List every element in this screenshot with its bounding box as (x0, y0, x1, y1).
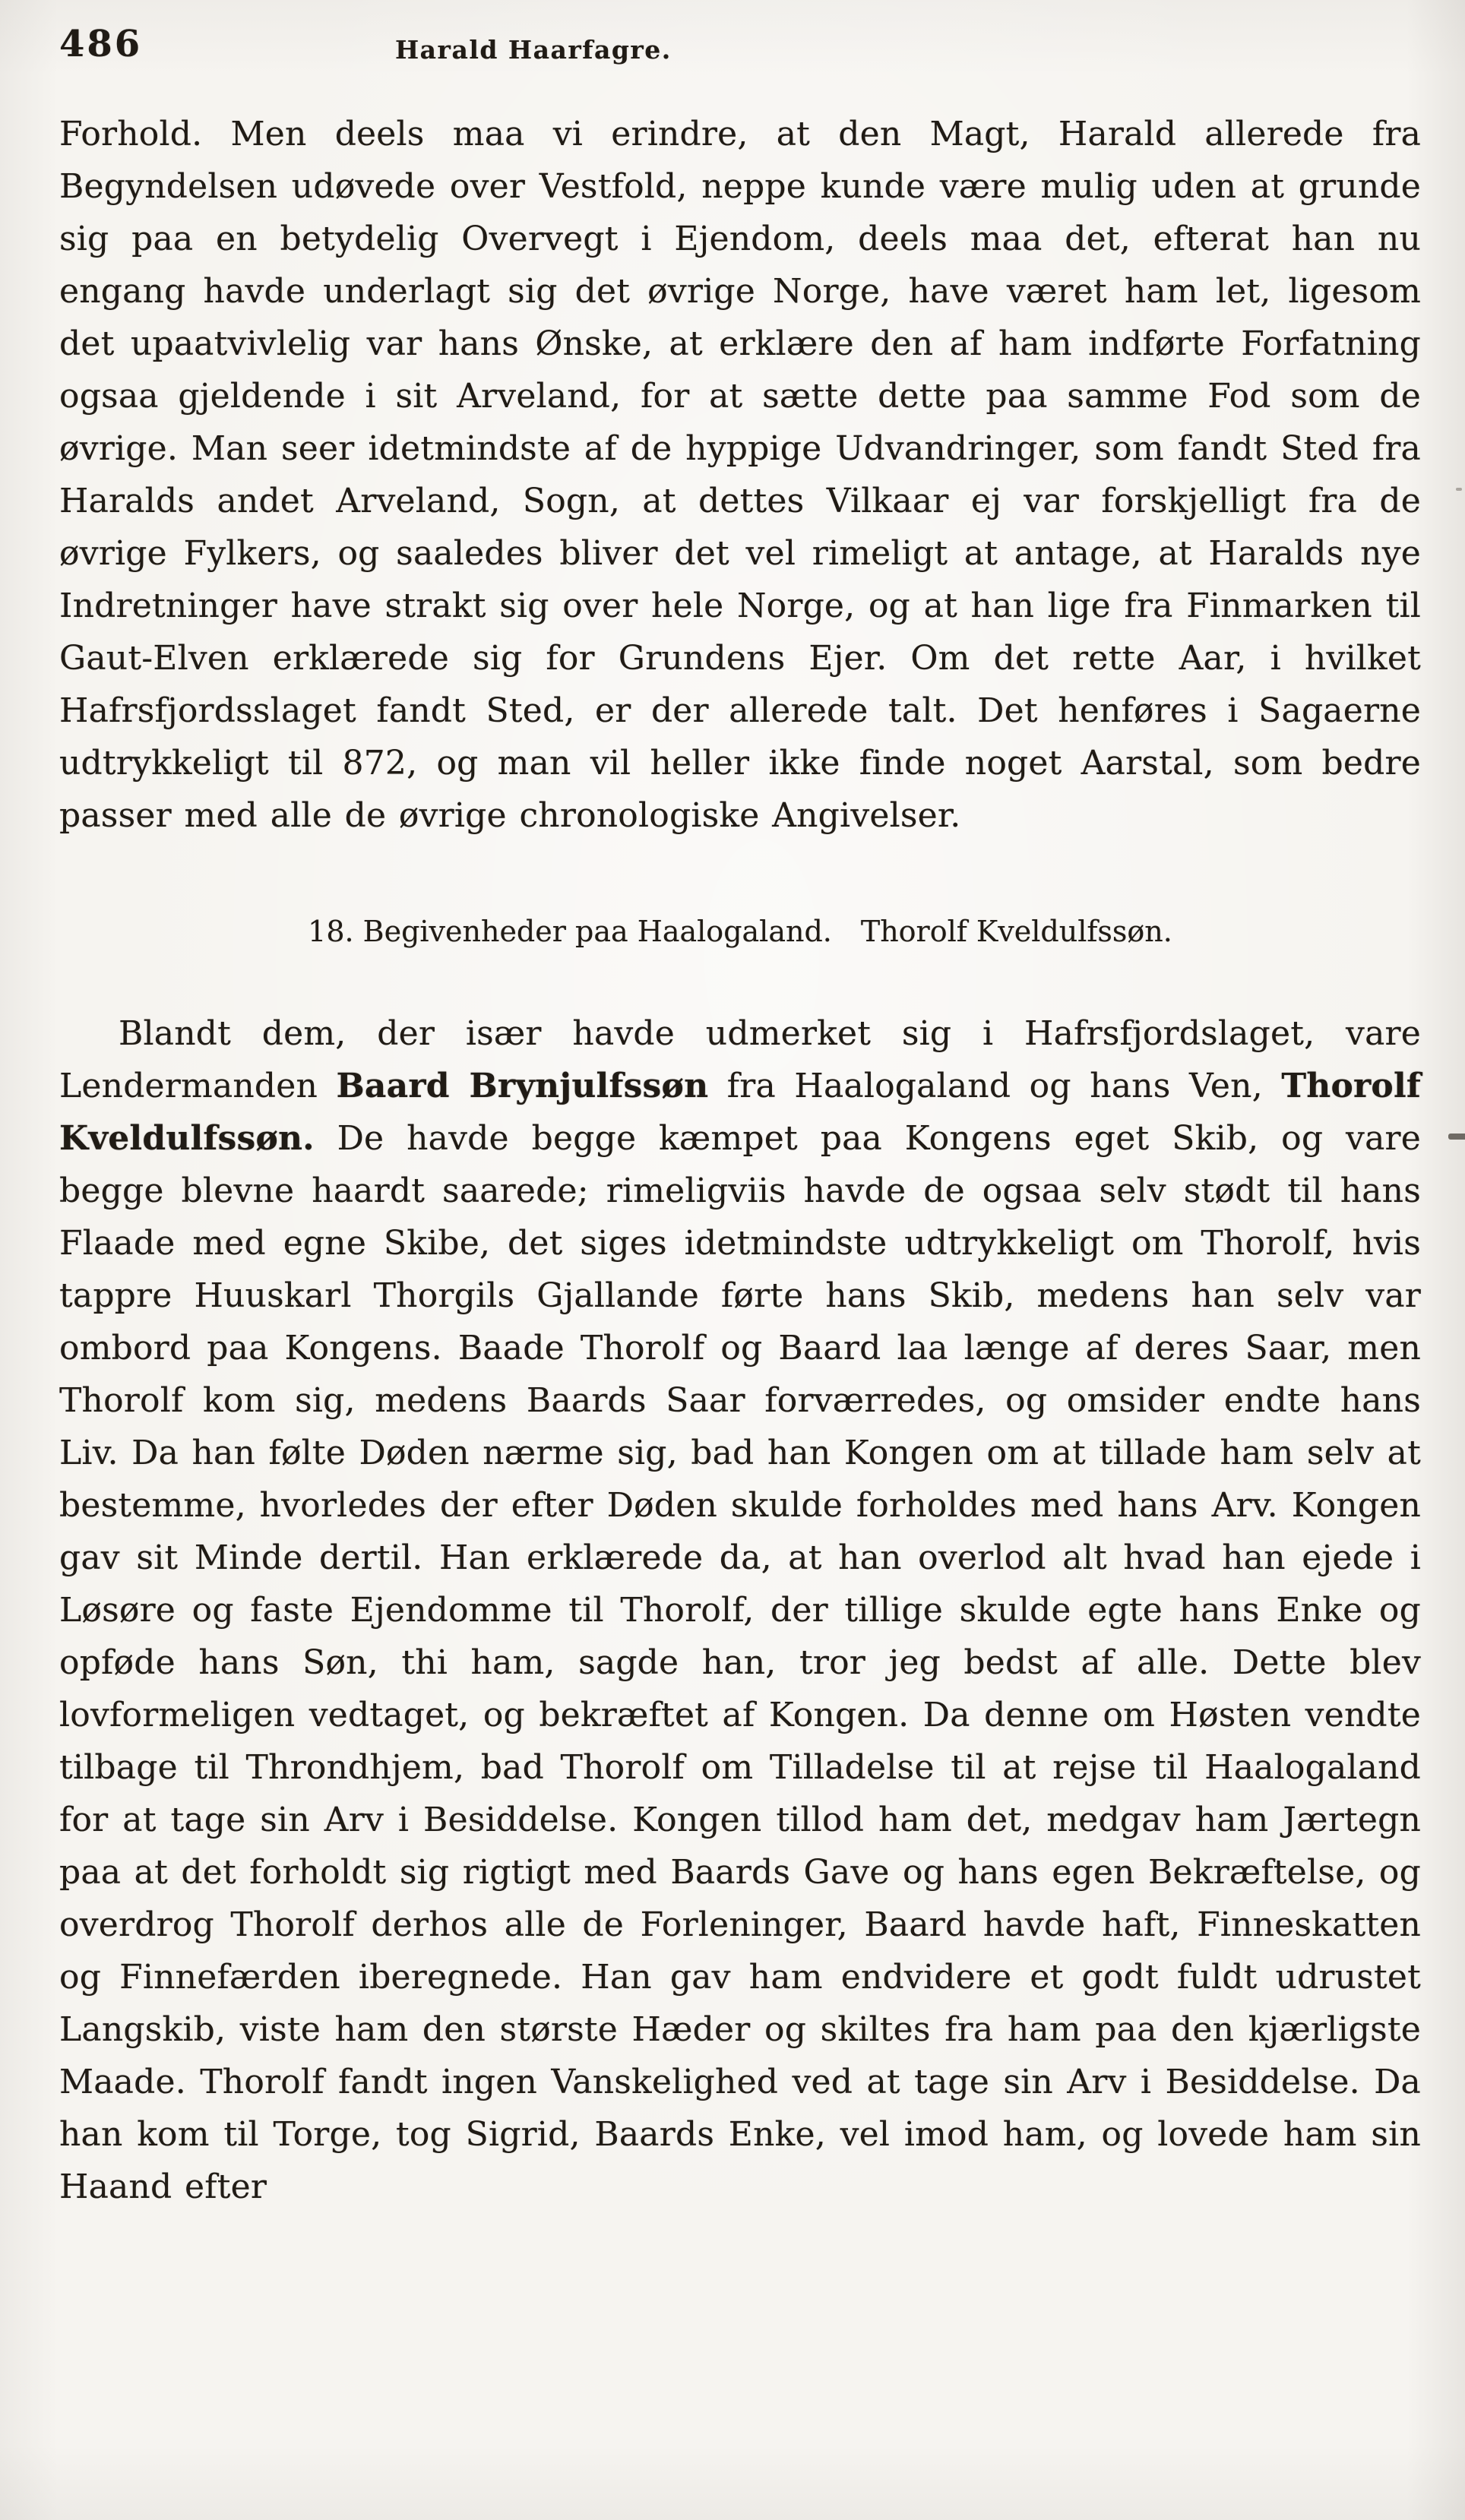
text-segment: fra Haalogaland og hans Ven, (708, 1067, 1282, 1105)
text-segment: Blandt dem, der især havde udmerket sig i Hafrsfjordslaget, vare Lendermanden (59, 1014, 1421, 1105)
page-number: 486 (59, 23, 143, 65)
person-name-bold: Baard Brynjulfssøn (336, 1067, 709, 1105)
text-segment: De havde begge kæmpet paa Kongens eget Skib, og vare begge blevne haardt saarede; rimeligviis havde de ogsaa selv stødt til hans Flaade med egne Skibe, det siges idetmindste udtrykkeligt om Thorolf, hvis tappre Huuskarl Thorgils Gjallande førte hans Skib, medens han selv var ombord paa Kongens. Baade Thorolf og Baard laa længe af deres Saar, men Thorolf kom sig, medens Baards Saar forværredes, og omsider endte hans Liv. Da han følte Døden nærme sig, bad han Kongen om at tillade ham selv at bestemme, hvorledes der efter Døden skulde forholdes med hans Arv. Kongen gav sit Minde dertil. Han erklærede da, at han overlod alt hvad han ejede i Løsøre og faste Ejendomme til Thorolf, der tillige skulde egte hans Enke og opføde hans Søn, thi ham, sagde han, tror jeg bedst af alle. Dette blev lovformeligen vedtaget, og bekræftet af Kongen. Da denne om Høsten vendte tilbage til Throndhjem, bad Thorolf om Tilladelse til at rejse til Haalogaland for at tage sin Arv i Besiddelse. Kongen tillod ham det, medgav ham Jærtegn paa at det forholdt sig rigtigt med Baards Gave og hans egen Bekræftelse, og overdrog Thorolf derhos alle de Forleninger, Baard havde haft, Finneskatten og Finnefærden iberegnede. Han gav ham endvidere et godt fuldt udrustet Langskib, viste ham den største Hæder og skiltes fra ham paa den kjærligste Maade. Thorolf fandt ingen Vanskelighed ved at tage sin Arv i Besiddelse. Da han kom til Torge, tog Sigrid, Baards Enke, vel imod ham, og lovede ham sin Haand efter (59, 1119, 1421, 2206)
scan-artifact-speck (1456, 488, 1462, 491)
running-header: Harald Haarfagre. (395, 35, 672, 65)
paragraph (59, 108, 1421, 842)
scan-artifact-mark (1448, 1134, 1465, 1140)
text-segment: 18. Begivenheder paa Haalogaland. (308, 915, 832, 948)
person-name-bold: Thorolf Kveldulfssøn. (59, 1067, 1421, 1158)
section-heading (59, 915, 1421, 948)
paragraph (59, 1007, 1421, 2213)
text-segment: Thorolf Kveldulfssøn. (860, 915, 1172, 948)
text-block (59, 108, 1421, 2213)
text-segment: Forhold. Men deels maa vi erindre, at den Magt, Harald allerede fra Begyndelsen udøvede over Vestfold, neppe kunde være mulig uden at grunde sig paa en betydelig Overvegt i Ejendom, deels maa det, efterat han nu engang havde underlagt sig det øvrige Norge, have været ham let, ligesom det upaatvivlelig var hans Ønske, at erklære den af ham indførte Forfatning ogsaa gjeldende i sit Arveland, for at sætte dette paa samme Fod som de øvrige. Man seer idetmindste af de hyppige Udvandringer, som fandt Sted fra Haralds andet Arveland, Sogn, at dettes Vilkaar ej var forskjelligt fra de øvrige Fylkers, og saaledes bliver det vel rimeligt at antage, at Haralds nye Indretninger have strakt sig over hele Norge, og at han lige fra Finmarken til Gaut-Elven erklærede sig for Grundens Ejer. Om det rette Aar, i hvilket Hafrsfjordsslaget fandt Sted, er der allerede talt. Det henføres i Sagaerne udtrykkeligt til 872, og man vil heller ikke finde noget Aarstal, som bedre passer med alle de øvrige chronologiske Angivelser. (59, 115, 1421, 835)
